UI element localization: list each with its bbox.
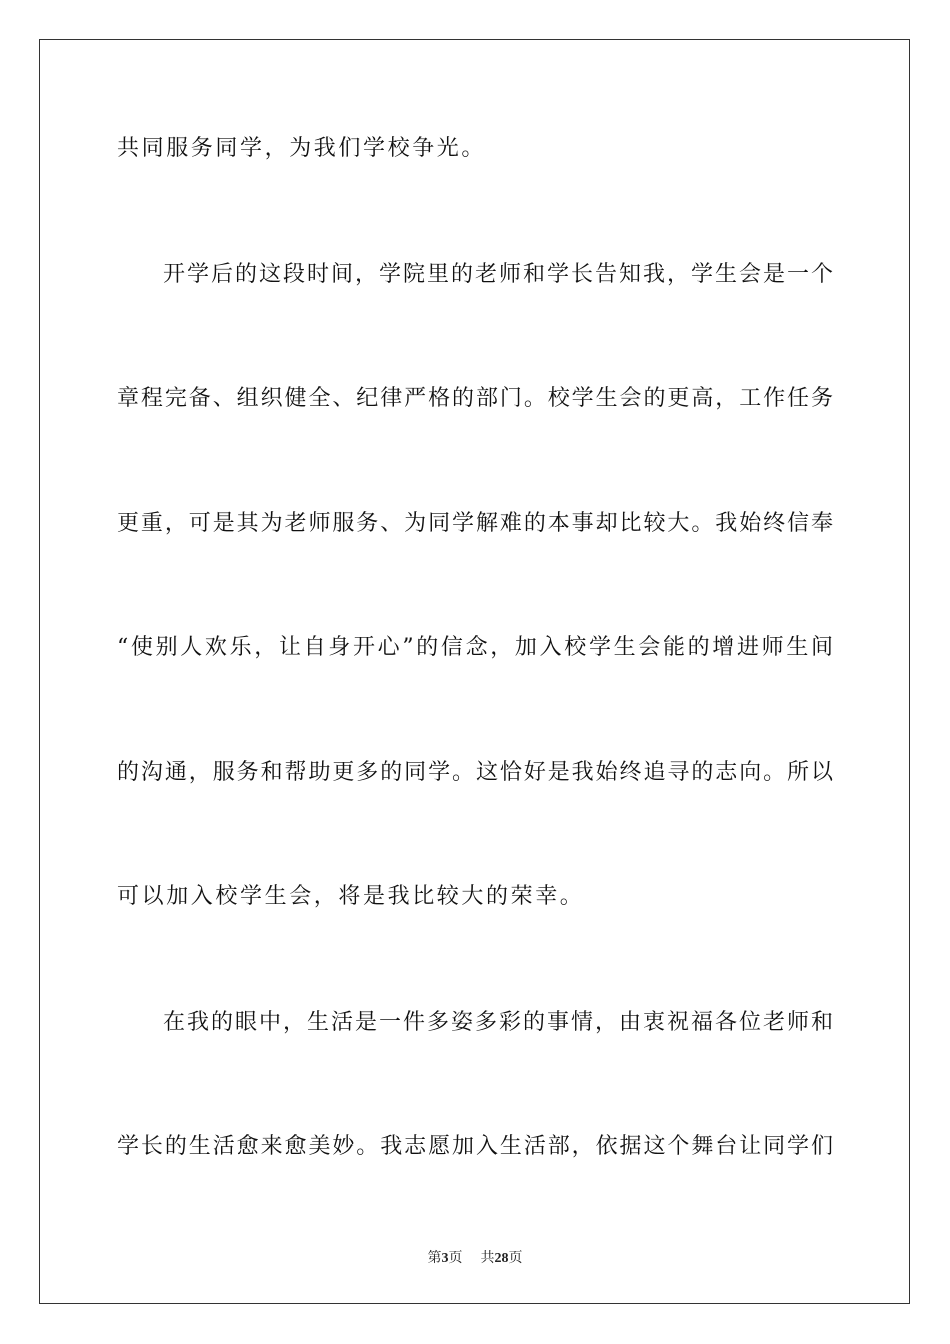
page-prefix: 第 [427,1250,442,1266]
page-border [39,39,910,1304]
total-prefix: 共 [480,1250,495,1266]
text-line-6: 的沟通，服务和帮助更多的同学。这恰好是我始终追寻的志向。所以 [117,760,833,785]
text-line-2: 开学后的这段时间，学院里的老师和学长告知我，学生会是一个 [163,262,833,287]
text-line-5: “使别人欢乐，让自身开心”的信念，加入校学生会能的增进师生间 [117,635,833,660]
text-line-1: 共同服务同学，为我们学校争光。 [117,136,487,161]
text-line-7: 可以加入校学生会，将是我比较大的荣幸。 [117,884,585,909]
text-line-9: 学长的生活愈来愈美妙。我志愿加入生活部，依据这个舞台让同学们 [117,1134,833,1159]
page-footer [0,1248,950,1269]
page-suffix: 页 [448,1250,463,1266]
text-line-4: 更重，可是其为老师服务、为同学解难的本事却比较大。我始终信奉 [117,511,833,536]
text-line-8: 在我的眼中，生活是一件多姿多彩的事情，由衷祝福各位老师和 [163,1010,833,1035]
page-number: 3 [441,1251,449,1266]
total-pages: 28 [494,1251,509,1266]
text-line-3: 章程完备、组织健全、纪律严格的部门。校学生会的更高，工作任务 [117,386,833,411]
total-suffix: 页 [508,1250,523,1266]
